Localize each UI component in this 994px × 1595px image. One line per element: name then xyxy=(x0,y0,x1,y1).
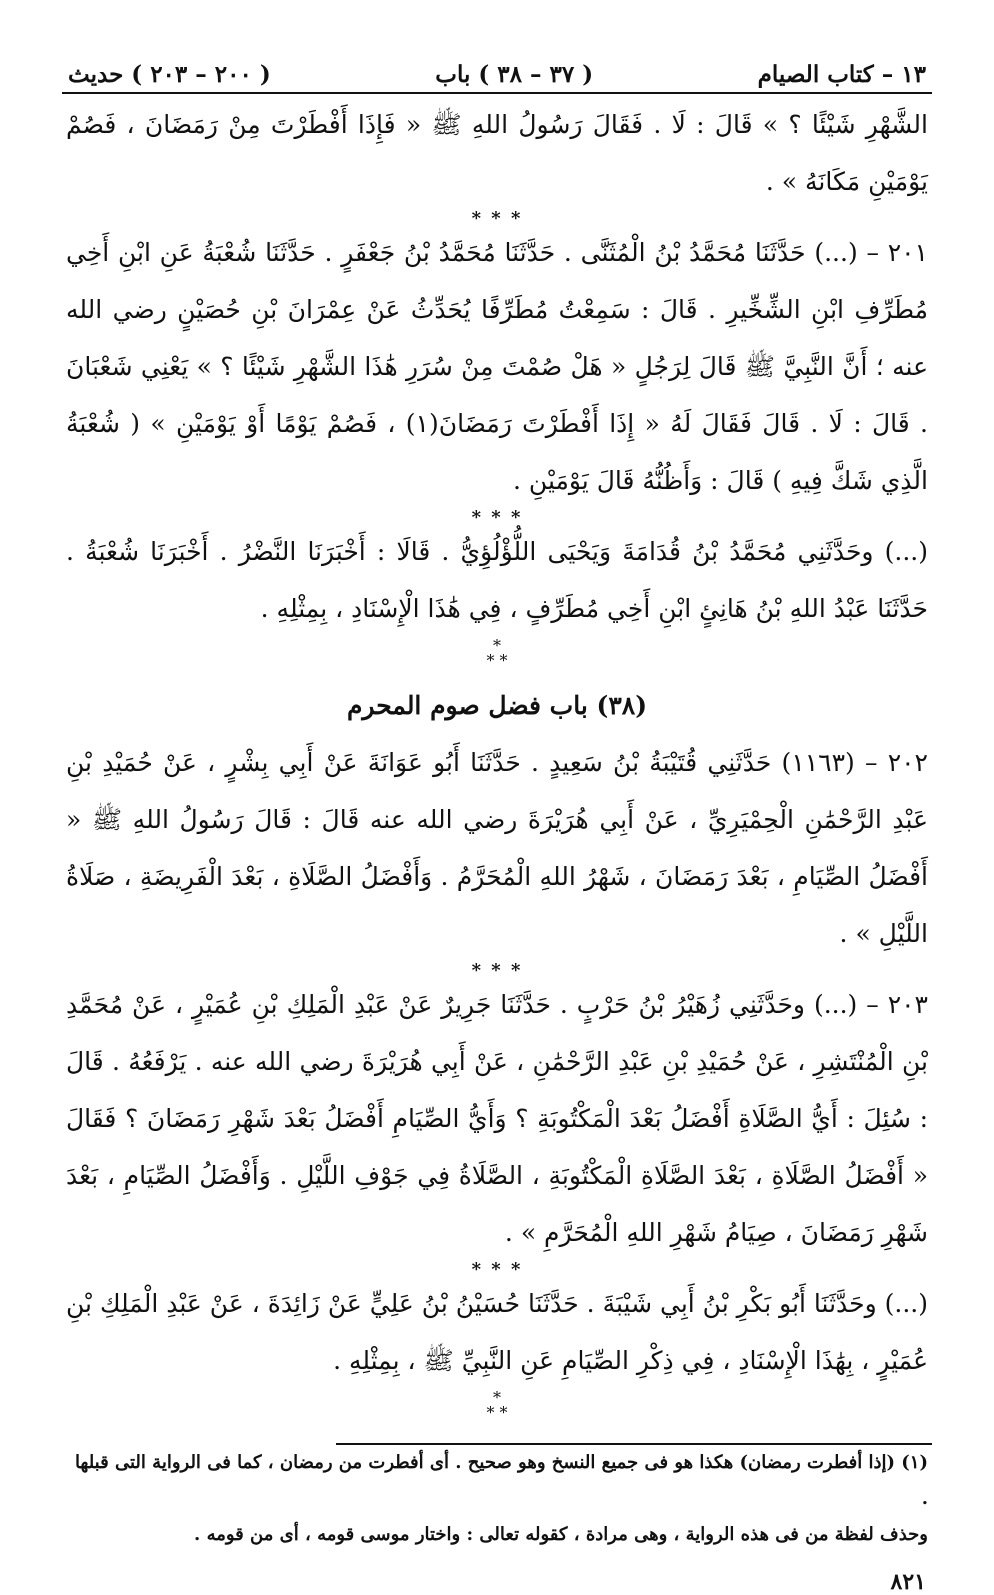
hadith-201: ٢٠١ – (...) حَدَّثَنَا مُحَمَّدُ بْنُ الْمُثَنَّى . حَدَّثَنَا مُحَمَّدُ بْنُ جَعْفَرٍ . حَدَّثَنَا شُعْبَةُ عَنِ ابْنِ أَخِي مُطَرِّفِ ابْنِ الشِّخِّيرِ . قَالَ : سَمِعْتُ مُطَرِّفًا يُحَدِّثُ عَنْ عِمْرَانَ بْنِ حُصَيْنٍ رضي الله عنه ؛ أَنَّ النَّبِيَّ ﷺ قَالَ لِرَجُلٍ « هَلْ صُمْتَ مِنْ سُرَرِ هَٰذَا الشَّهْرِ شَيْئًا ؟ » يَعْنِي شَعْبَانَ . قَالَ : لَا . قَالَ فَقَالَ لَهُ « إِذَا أَفْطَرْتَ رَمَضَانَ(١) ، فَصُمْ يَوْمًا أَوْ يَوْمَيْنِ » ( شُعْبَةُ الَّذِي شَكَّ فِيهِ ) قَالَ : وَأَظُنُّهُ قَالَ يَوْمَيْنِ . xyxy=(66,238,928,495)
hadith-203: ٢٠٣ – (...) وحَدَّثَنِي زُهَيْرُ بْنُ حَرْبٍ . حَدَّثَنَا جَرِيرٌ عَنْ عَبْدِ الْمَلِكِ بْنِ عُمَيْرٍ ، عَنْ مُحَمَّدِ بْنِ الْمُنْتَشِرِ ، عَنْ حُمَيْدِ بْنِ عَبْدِ الرَّحْمَٰنِ ، عَنْ أَبِي هُرَيْرَةَ رضي الله عنه . يَرْفَعُهُ . قَالَ : سُئِلَ : أَيُّ الصَّلَاةِ أَفْضَلُ بَعْدَ الْمَكْتُوبَةِ ؟ وَأَيُّ الصِّيَامِ أَفْضَلُ بَعْدَ شَهْرِ رَمَضَانَ ؟ فَقَالَ « أَفْضَلُ الصَّلَاةِ ، بَعْدَ الصَّلَاةِ الْمَكْتُوبَةِ ، الصَّلَاةُ فِي جَوْفِ اللَّيْلِ . وَأَفْضَلُ الصِّيَامِ ، بَعْدَ شَهْرِ رَمَضَانَ ، صِيَامُ شَهْرِ اللهِ الْمُحَرَّمِ » . xyxy=(66,990,928,1247)
header-book-title: ١٣ – كتاب الصيام xyxy=(757,61,926,88)
hadith-201-variant: (...) وحَدَّثَنِي مُحَمَّدُ بْنُ قُدَامَةَ وَيَحْيَى اللُّؤْلُؤِيُّ . قَالَا : أَخْبَرَنَا النَّضْرُ . أَخْبَرَنَا شُعْبَةُ . حَدَّثَنَا عَبْدُ اللهِ بْنُ هَانِئٍ ابْنِ أَخِي مُطَرِّفٍ ، فِي هَٰذَا الْإِسْنَادِ ، بِمِثْلِهِ . xyxy=(66,537,928,623)
separator-stars: * * * xyxy=(471,960,523,981)
hadith-202: ٢٠٢ – (١١٦٣) حَدَّثَنِي قُتَيْبَةُ بْنُ سَعِيدٍ . حَدَّثَنَا أَبُو عَوَانَةَ عَنْ أَبِي بِشْرٍ ، عَنْ حُمَيْدِ بْنِ عَبْدِ الرَّحْمَٰنِ الْحِمْيَرِيِّ ، عَنْ أَبِي هُرَيْرَةَ رضي الله عنه قَالَ : قَالَ رَسُولُ اللهِ ﷺ « أَفْضَلُ الصِّيَامِ ، بَعْدَ رَمَضَانَ ، شَهْرُ اللهِ الْمُحَرَّمُ . وَأَفْضَلُ الصَّلَاةِ ، بَعْدَ الْفَرِيضَةِ ، صَلَاةُ اللَّيْلِ » . xyxy=(66,748,928,948)
section-ornament: * * * xyxy=(486,636,508,670)
header-chapter-range: ( ٣٧ – ٣٨ ) باب xyxy=(435,61,594,88)
header-hadith-range: ( ٢٠٠ – ٢٠٣ ) حديث xyxy=(68,61,271,88)
hadith-203-variant: (...) وحَدَّثَنَا أَبُو بَكْرِ بْنُ أَبِي شَيْبَةَ . حَدَّثَنَا حُسَيْنُ بْنُ عَلِيٍّ عَنْ زَائِدَةَ ، عَنْ عَبْدِ الْمَلِكِ بْنِ عُمَيْرٍ ، بِهَٰذَا الْإِسْنَادِ ، فِي ذِكْرِ الصِّيَامِ عَنِ النَّبِيِّ ﷺ ، بِمِثْلِهِ . xyxy=(66,1289,928,1375)
book-page xyxy=(62,52,932,1595)
separator-stars: * * * xyxy=(471,507,523,528)
paragraph-continuation: الشَّهْرِ شَيْئًا ؟ » قَالَ : لَا . فَقَالَ رَسُولُ اللهِ ﷺ « فَإِذَا أَفْطَرْتَ مِنْ رَمَضَانَ ، فَصُمْ يَوْمَيْنِ مَكَانَهُ » . xyxy=(66,110,928,196)
page-number: ٨٢١ xyxy=(890,1569,926,1595)
footnote-line: (١) (إذا أفطرت رمضان) هكذا هو فى جميع النسخ وهو صحيح . أى أفطرت من رمضان ، كما فى الرواية التى قبلها . xyxy=(74,1452,928,1509)
header-rule xyxy=(62,92,932,94)
footnote-line: وحذف لفظة من فى هذه الرواية ، وهى مرادة ، كقوله تعالى : واختار موسى قومه ، أى من قومه . xyxy=(194,1524,928,1545)
section-ornament: * * * xyxy=(486,1388,508,1422)
separator-stars: * * * xyxy=(471,1259,523,1280)
separator-stars: * * * xyxy=(471,208,523,229)
running-header xyxy=(62,52,932,88)
chapter-title: (٣٨) باب فضل صوم المحرم xyxy=(346,691,648,720)
